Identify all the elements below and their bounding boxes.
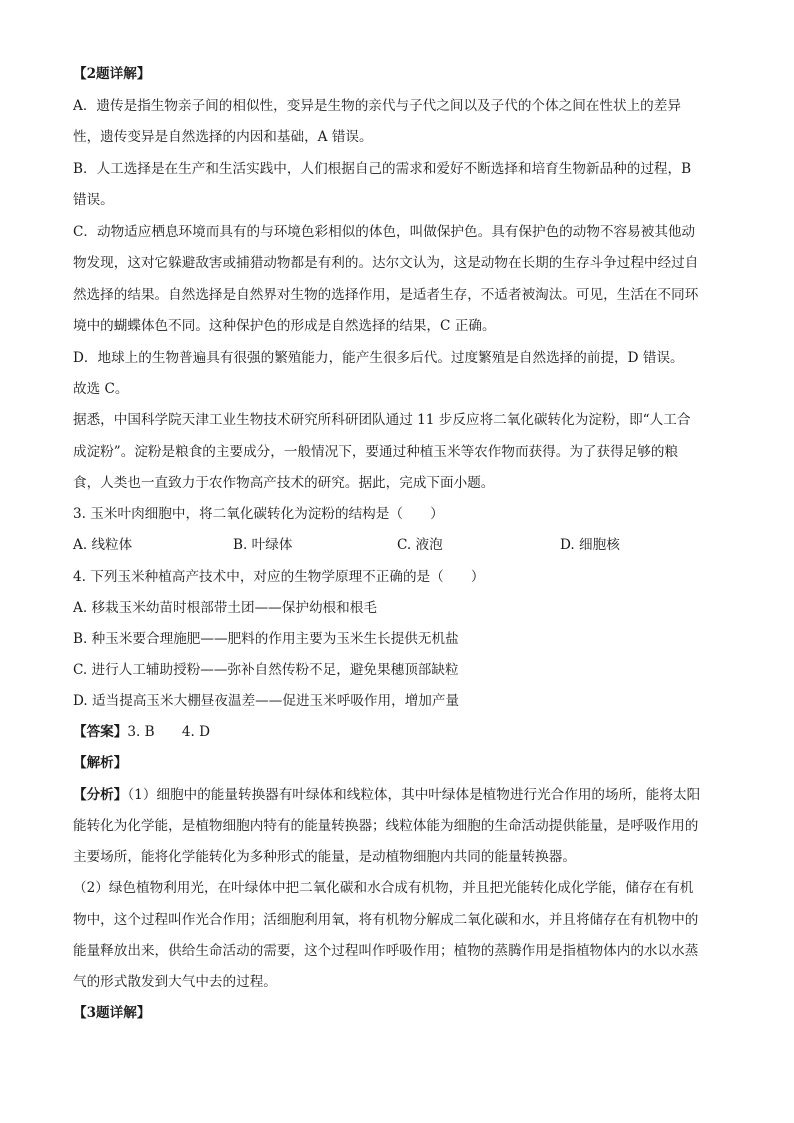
answer-line [73,722,210,742]
q4-option-a: A. 移栽玉米幼苗时根部带土团——保护幼根和根毛 [73,600,377,616]
q3-stem: 3. 玉米叶肉细胞中，将二氧化碳转化为淀粉的结构是（ ） [73,506,444,522]
q2-option-a-line1: A．遗传是指生物亲子间的相似性，变异是生物的亲代与子代之间以及子代的个体之间在性状上的差异 [73,98,681,114]
q4-option-d: D. 适当提高玉米大棚昼夜温差——促进玉米呼吸作用，增加产量 [73,693,460,709]
q3-heading: 【3题详解】 [73,1005,151,1021]
q2-option-b-line1: B．人工选择是在生产和生活实践中，人们根据自己的需求和爱好不断选择和培育生物新品种的过程，B [73,161,692,177]
q2-option-d-line1: D．地球上的生物普遍具有很强的繁殖能力，能产生很多后代。过度繁殖是自然选择的前提，D 错误。 [73,350,684,366]
fenxi-text: （1）细胞中的能量转换器有叶绿体和线粒体，其中叶绿体是植物进行光合作用的场所，能将太阳 [127,787,701,803]
q3-option-d: D. 细胞核 [560,537,620,553]
answer-text: 3. B 4. D [127,724,211,740]
q3-option-a: A. 线粒体 [73,537,133,553]
fenxi-label: 【分析】 [73,787,128,803]
q2-option-c-line3: 然选择的结果。自然选择是自然界对生物的选择作用，是适者生存，不适者被淘汰。可见，生活在不同环 [73,287,699,303]
q4-option-b: B. 种玉米要合理施肥——肥料的作用主要为玉米生长提供无机盐 [73,631,459,647]
passage-line2: 成淀粉”。淀粉是粮食的主要成分，一般情况下，要通过种植玉米等农作物而获得。为了获得足够的粮 [73,444,679,460]
q2-option-a-line2: 性，遗传变异是自然选择的内因和基础，A 错误。 [73,129,373,145]
analysis-para1-line1 [73,785,700,805]
passage-line1: 据悉，中国科学院天津工业生物技术研究所科研团队通过 11 步反应将二氧化碳转化为淀粉，即“人工合 [73,412,691,428]
q3-option-c: C. 液泡 [397,537,443,553]
q3-option-b: B. 叶绿体 [233,537,293,553]
analysis-para2-line3: 能量释放出来，供给生命活动的需要，这个过程叫作呼吸作用；植物的蒸腾作用是指植物体内的水以水蒸 [73,943,699,959]
q2-choice: 故选 C。 [73,381,129,397]
analysis-para2-line1: （2）绿色植物利用光，在叶绿体中把二氧化碳和水合成有机物，并且把光能转化成化学能，储存在有机 [73,880,694,896]
q2-option-b-line2: 错误。 [73,192,114,208]
q2-heading: 【2题详解】 [73,66,151,82]
analysis-para2-line4: 气的形式散发到大气中去的过程。 [73,974,277,990]
analysis-para1-line3: 主要场所，能将化学能转化为多种形式的能量，是动植物细胞内共同的能量转换器。 [73,849,576,865]
q2-option-c-line2: 物发现，这对它躲避敌害或捕猎动物都是有利的。达尔文认为，这是动物在长期的生存斗争过程中经过自 [73,255,699,271]
analysis-para1-line2: 能转化为化学能，是植物细胞内特有的能量转换器；线粒体能为细胞的生命活动提供能量，是呼吸作用的 [73,818,699,834]
q2-option-c-line1: C．动物适应栖息环境而具有的与环境色彩相似的体色，叫做保护色。具有保护色的动物不容易被其他动 [73,224,696,240]
passage-line3: 食，人类也一直致力于农作物高产技术的研究。据此，完成下面小题。 [73,475,495,491]
q4-stem: 4. 下列玉米种植高产技术中，对应的生物学原理不正确的是（ ） [73,569,485,585]
q4-option-c: C. 进行人工辅助授粉——弥补自然传粉不足，避免果穗顶部缺粒 [73,662,459,678]
analysis-para2-line2: 物中，这个过程叫作光合作用；活细胞利用氧，将有机物分解成二氧化碳和水，并且将储存在有机物中的 [73,912,699,928]
q2-option-c-line4: 境中的蝴蝶体色不同。这种保护色的形成是自然选择的结果，C 正确。 [73,318,496,334]
answer-label: 【答案】 [73,724,128,740]
analysis-label: 【解析】 [73,755,128,771]
